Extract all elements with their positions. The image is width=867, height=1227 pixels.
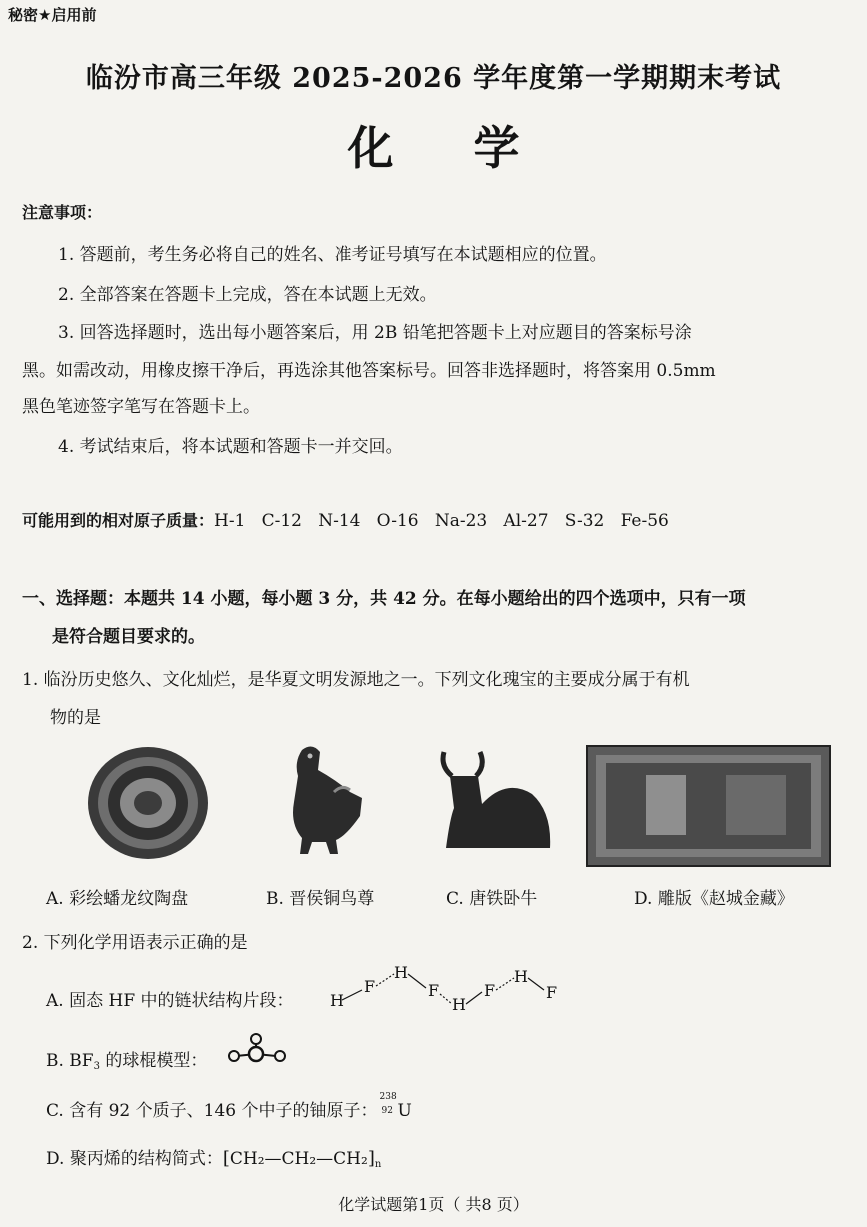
q1-option-d: D. 雕版《赵城金藏》 — [634, 889, 794, 909]
exam-title: 临汾市高三年级 2025-2026 学年度第一学期期末考试 — [85, 63, 782, 94]
note-item-3-cont: 黑。如需改动，用橡皮擦干净后，再选涂其他答案标号。回答非选择题时，将答案用 0.5mm — [22, 361, 716, 381]
polypropylene-formula: CH₂—CH₂—CH₂ — [229, 1149, 368, 1169]
question-1-stem: 1. 临汾历史悠久、文化灿烂，是华夏文明发源地之一。下列文化瑰宝的主要成分属于有机 — [22, 670, 690, 690]
hf-atom: F — [484, 981, 496, 1000]
q2-option-c: C. 含有 92 个质子、146 个中子的铀原子： 238 92 U — [46, 1092, 412, 1121]
painted-pottery-plate-image — [86, 745, 214, 861]
q1-option-b: B. 晋侯铜鸟尊 — [266, 889, 375, 909]
q2-option-d: D. 聚丙烯的结构简式：$[CH_2—CH_2—CH_2]_n$ — [46, 1148, 382, 1170]
atomic-masses-label: 可能用到的相对原子质量： — [22, 511, 215, 530]
q2-option-a-text: A. 固态 HF 中的链状结构片段： — [46, 991, 294, 1011]
bronze-bird-vessel-image — [276, 740, 372, 858]
note-item-3: 3. 回答选择题时，选出每小题答案后，用 2B 铅笔把答题卡上对应题目的答案标号涂 — [58, 323, 692, 343]
hf-atom: F — [546, 983, 558, 1002]
iron-reclining-ox-image — [436, 748, 554, 856]
q2-option-b: B. $BF_3$ 的球棍模型： — [46, 1051, 208, 1072]
q1-option-a: A. 彩绘蟠龙纹陶盘 — [46, 889, 189, 909]
note-item-4: 4. 考试结束后，将本试题和答题卡一并交回。 — [58, 437, 403, 457]
hf-atom: H — [394, 963, 408, 982]
notes-heading: 注意事项： — [22, 203, 103, 222]
hf-atom: H — [514, 967, 528, 986]
section1-heading: 一、选择题：本题共 14 小题，每小题 3 分，共 42 分。在每小题给出的四个选项中，只有一项 — [22, 589, 746, 609]
hf-atom: H — [330, 991, 344, 1010]
question-1-stem-cont: 物的是 — [50, 708, 101, 728]
hf-chain-structure — [328, 962, 562, 1014]
confidential-mark: 秘密★启用前 — [8, 6, 97, 24]
question-2-stem: 2. 下列化学用语表示正确的是 — [22, 933, 248, 953]
hf-atom: F — [428, 981, 440, 1000]
atomic-masses — [22, 508, 669, 531]
woodblock-sutra-image — [586, 745, 831, 867]
q1-option-c: C. 唐铁卧牛 — [446, 889, 538, 909]
atomic-masses-values: H-1 C-12 N-14 O-16 Na-23 Al-27 S-32 Fe-56 — [214, 511, 669, 531]
note-item-1: 1. 答题前，考生务必将自己的姓名、准考证号填写在本试题相应的位置。 — [58, 245, 607, 265]
uranium-isotope: 238 92 — [379, 1092, 397, 1116]
subject-title: 化 学 — [347, 121, 520, 175]
note-item-3-cont2: 黑色笔迹签字笔写在答题卡上。 — [22, 397, 260, 417]
q2-option-a — [46, 986, 294, 1011]
hf-atom: H — [452, 995, 466, 1014]
section1-heading-cont: 是符合题目要求的。 — [52, 627, 205, 647]
bf3-ball-stick-model — [226, 1032, 292, 1072]
hf-atom: F — [364, 977, 376, 996]
note-item-2: 2. 全部答案在答题卡上完成，答在本试题上无效。 — [58, 285, 437, 305]
page-footer: 化学试题第1页（ 共8 页） — [338, 1195, 529, 1214]
